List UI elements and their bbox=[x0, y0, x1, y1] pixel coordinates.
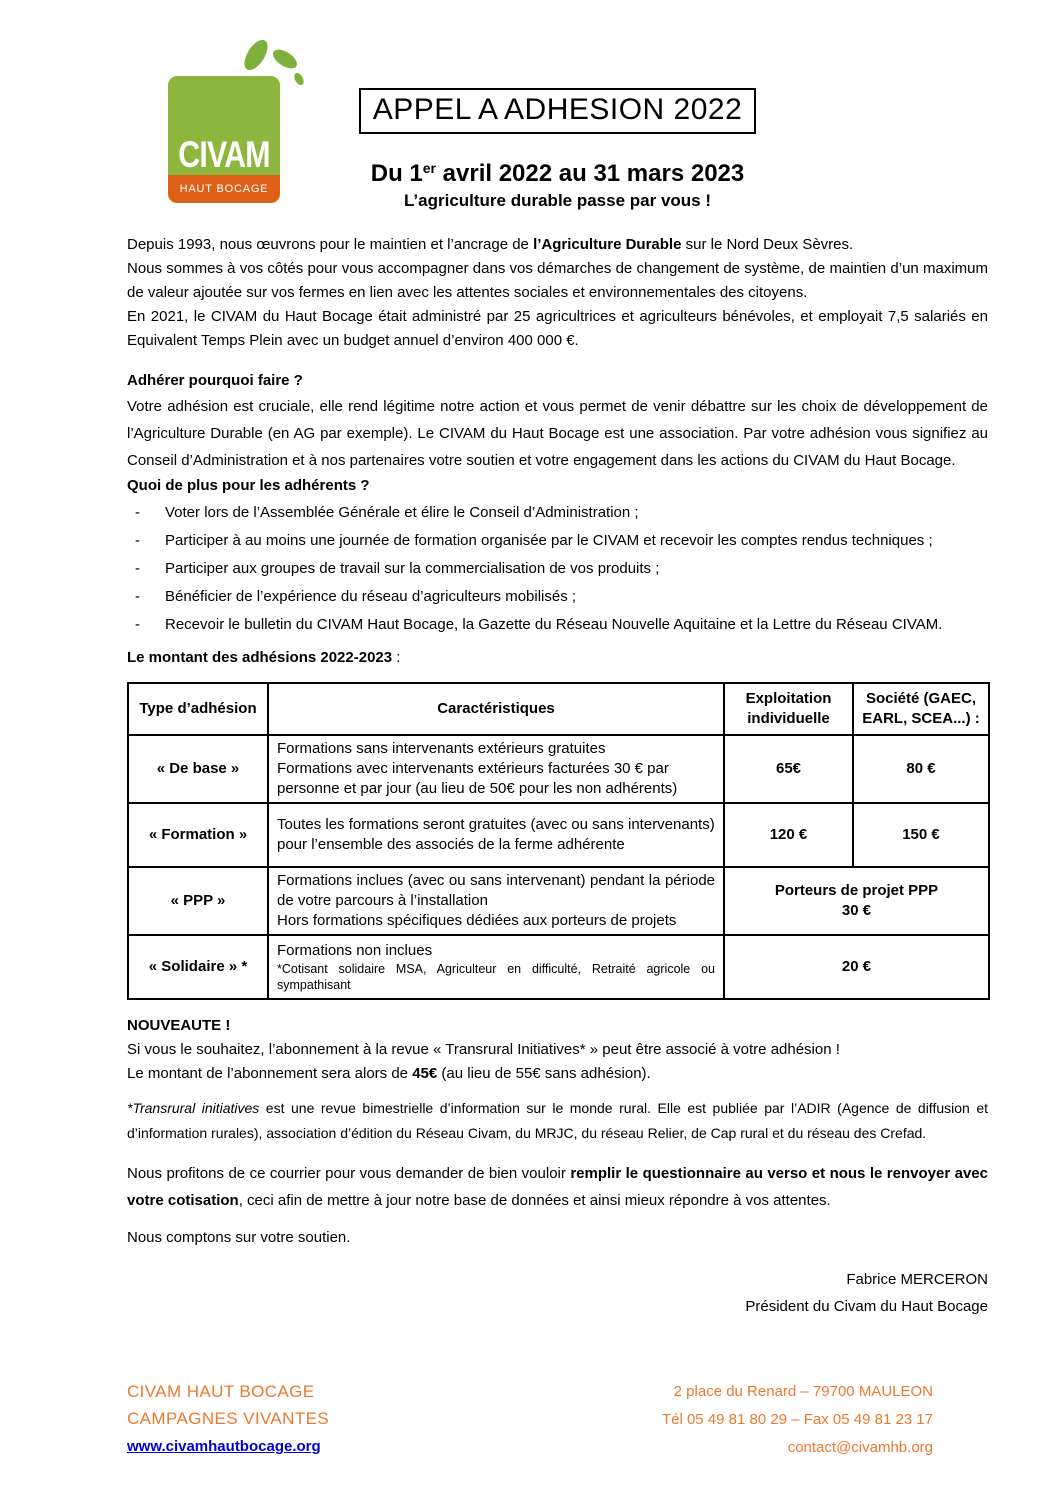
footer-org-tagline: CAMPAGNES VIVANTES bbox=[127, 1409, 330, 1428]
date-superscript: er bbox=[422, 160, 436, 176]
footer-right bbox=[662, 1378, 933, 1462]
signature-block bbox=[127, 1266, 988, 1320]
row-desc-cell bbox=[268, 735, 724, 803]
price-individuelle: 65€ bbox=[724, 735, 853, 803]
letter-body bbox=[127, 233, 988, 1320]
intro-paragraph-1 bbox=[127, 233, 988, 257]
pricing-heading-text: Le montant des adhésions 2022-2023 bbox=[127, 649, 393, 666]
row-desc-cell: Toutes les formations seront gratuites (avec ou sans intervenants) pour l’ensemble des associés de la ferme adhérente bbox=[268, 803, 724, 867]
table-row-ppp bbox=[128, 867, 989, 935]
column-header-caracteristiques: Caractéristiques bbox=[268, 683, 724, 735]
closing-text: Nous profitons de ce courrier pour vous demander de bien vouloir bbox=[127, 1165, 571, 1182]
website-link[interactable]: www.civamhautbocage.org bbox=[127, 1438, 321, 1455]
footer-email: contact@civamhb.org bbox=[787, 1439, 933, 1456]
footer-org-name: CIVAM HAUT BOCAGE bbox=[127, 1382, 315, 1401]
price-line: Porteurs de projet PPP bbox=[774, 882, 939, 899]
intro-p1-bold: l’Agriculture Durable bbox=[533, 236, 682, 253]
intro-p1-end: sur le Nord Deux Sèvres. bbox=[681, 236, 854, 253]
benefits-list bbox=[127, 500, 988, 638]
desc-line: Hors formations spécifiques dédiées aux porteurs de projets bbox=[277, 912, 677, 929]
desc-line: Formations avec intervenants extérieurs facturées 30 € par personne et par jour (au lieu de 50€ pour les non adhérents) bbox=[277, 760, 678, 797]
date-prefix: Du 1 bbox=[370, 160, 423, 187]
closing-paragraph bbox=[127, 1160, 988, 1214]
tagline: L’agriculture durable passe par vous ! bbox=[403, 191, 712, 210]
row-type-cell: « Formation » bbox=[128, 803, 268, 867]
logo-region-label: HAUT BOCAGE bbox=[179, 183, 269, 195]
benefits-heading: Quoi de plus pour les adhérents ? bbox=[127, 477, 370, 494]
price-individuelle: 120 € bbox=[724, 803, 853, 867]
nouveaute-heading: NOUVEAUTE ! bbox=[127, 1017, 231, 1034]
table-row-solidaire bbox=[128, 935, 989, 999]
row-type-cell: « De base » bbox=[128, 735, 268, 803]
intro-paragraph-3: En 2021, le CIVAM du Haut Bocage était administré par 25 agricultrices et agriculteurs bénévoles, et employait 7,5 salariés en Equivalent Temps Plein avec un budget annuel d’environ 400 000 €. bbox=[127, 308, 988, 349]
nouveaute-line-1: Si vous le souhaitez, l’abonnement à la revue « Transrural Initiatives* » peut être associé à votre adhésion ! bbox=[127, 1041, 840, 1058]
price-societe: 150 € bbox=[853, 803, 989, 867]
footer-phone: Tél 05 49 81 80 29 – Fax 05 49 81 23 17 bbox=[661, 1411, 933, 1428]
nouveaute-l2-price: 45€ bbox=[412, 1065, 438, 1082]
closing-end: , ceci afin de mettre à jour notre base de données et ainsi mieux répondre à vos attentes. bbox=[238, 1192, 831, 1209]
row-desc-cell bbox=[268, 935, 724, 999]
benefit-item: - Voter lors de l’Assemblée Générale et élire le Conseil d’Administration ; bbox=[127, 500, 988, 526]
benefit-item: - Bénéficier de l’expérience du réseau d’agriculteurs mobilisés ; bbox=[127, 584, 988, 610]
footer-address: 2 place du Renard – 79700 MAULEON bbox=[673, 1383, 933, 1400]
table-row-formation bbox=[128, 803, 989, 867]
logo-region-band bbox=[168, 175, 280, 203]
row-type-cell: « PPP » bbox=[128, 867, 268, 935]
why-heading: Adhérer pourquoi faire ? bbox=[127, 372, 303, 389]
nouveaute-l2-text: Le montant de l’abonnement sera alors de bbox=[127, 1065, 413, 1082]
table-row-de-base bbox=[128, 735, 989, 803]
footnote-title: *Transrural initiatives bbox=[127, 1100, 260, 1116]
logo-green-box bbox=[168, 76, 280, 175]
pricing-heading-colon: : bbox=[392, 649, 401, 666]
footnote-text: est une revue bimestrielle d’information sur le monde rural. Elle est publiée par l’ADIR (Agence de diffusion et d’information rurales), association d’édition du Réseau Civam, du MRJC, du réseau Relier, de Cap rural et du réseau des Crefad. bbox=[127, 1100, 988, 1141]
signature-name: Fabrice MERCERON bbox=[846, 1271, 988, 1288]
benefit-item: - Participer aux groupes de travail sur la commercialisation de vos produits ; bbox=[127, 556, 988, 582]
civam-logo bbox=[168, 38, 280, 203]
desc-line: Formations sans intervenants extérieurs gratuites bbox=[277, 740, 606, 757]
intro-section bbox=[127, 233, 988, 353]
column-header-type: Type d’adhésion bbox=[128, 683, 268, 735]
intro-paragraph-2: Nous sommes à vos côtés pour vous accompagner dans vos démarches de changement de système, de maintien d’un maximum de valeur ajoutée sur vos fermes en lien avec les attentes sociales et environnementales des citoyens. bbox=[127, 260, 988, 301]
pricing-heading bbox=[127, 646, 988, 670]
price-merged-ppp bbox=[724, 867, 989, 935]
price-merged-solidaire: 20 € bbox=[724, 935, 989, 999]
nouveaute-l2-end: (au lieu de 55€ sans adhésion). bbox=[437, 1065, 651, 1082]
transrural-footnote bbox=[127, 1096, 988, 1146]
footer bbox=[127, 1378, 933, 1462]
footer-left bbox=[127, 1378, 329, 1460]
desc-line: Formations non inclues bbox=[277, 942, 433, 959]
signature-role: Président du Civam du Haut Bocage bbox=[745, 1298, 988, 1315]
closing-bold: remplir le questionnaire au verso et nous le renvoyer avec votre cotisation bbox=[127, 1165, 988, 1209]
nouveaute-line-2 bbox=[127, 1062, 988, 1086]
desc-footnote: *Cotisant solidaire MSA, Agriculteur en difficulté, Retraité agricole ou sympathisant bbox=[277, 962, 715, 992]
benefit-item: - Recevoir le bulletin du CIVAM Haut Bocage, la Gazette du Réseau Nouvelle Aquitaine et la Lettre du Réseau CIVAM. bbox=[127, 612, 988, 638]
row-desc-cell bbox=[268, 867, 724, 935]
desc-line: Formations inclues (avec ou sans intervenant) pendant la période de votre parcours à l’installation bbox=[277, 872, 715, 909]
row-type-cell: « Solidaire » * bbox=[128, 935, 268, 999]
pricing-table bbox=[127, 682, 990, 1000]
intro-p1-text: Depuis 1993, nous œuvrons pour le maintien et l’ancrage de bbox=[127, 236, 534, 253]
date-suffix: avril 2022 au 31 mars 2023 bbox=[436, 160, 745, 187]
price-line: 30 € bbox=[841, 902, 872, 919]
logo-brand: CIVAM bbox=[178, 134, 270, 175]
benefit-item: - Participer à au moins une journée de formation organisée par le CIVAM et recevoir les comptes rendus techniques ; bbox=[127, 528, 988, 554]
table-header-row bbox=[128, 683, 989, 735]
support-line: Nous comptons sur votre soutien. bbox=[127, 1229, 351, 1246]
column-header-exploitation: Exploitation individuelle bbox=[724, 683, 853, 735]
price-societe: 80 € bbox=[853, 735, 989, 803]
why-paragraph: Votre adhésion est cruciale, elle rend légitime notre action et vous permet de venir débattre sur les choix de développement de l’Agriculture Durable (en AG par exemple). Le CIVAM du Haut Bocage est une association. Par votre adhésion vous signifiez au Conseil d’Administration et à nos partenaires votre soutien et votre engagement dans les actions du CIVAM du Haut Bocage. bbox=[127, 398, 988, 469]
page-title: APPEL A ADHESION 2022 bbox=[359, 88, 757, 134]
column-header-societe: Société (GAEC, EARL, SCEA...) : bbox=[853, 683, 989, 735]
